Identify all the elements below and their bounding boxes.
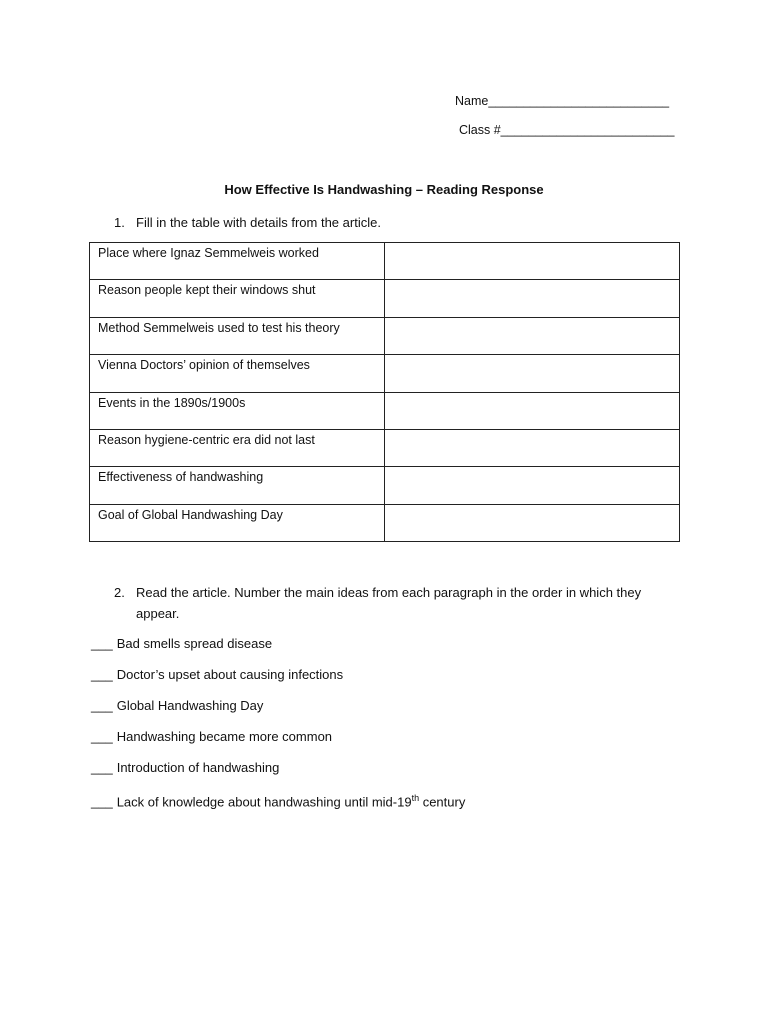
- answer-cell[interactable]: [385, 243, 680, 280]
- name-field[interactable]: Name__________________________: [455, 94, 670, 108]
- answer-cell[interactable]: [385, 504, 680, 541]
- list-item: [91, 726, 465, 757]
- row-label: Reason hygiene-centric era did not last: [90, 429, 385, 466]
- answer-cell[interactable]: [385, 317, 680, 354]
- class-field[interactable]: Class #_________________________: [459, 123, 675, 137]
- row-label: Place where Ignaz Semmelweis worked: [90, 243, 385, 280]
- details-table: [89, 242, 680, 542]
- list-item: [91, 633, 465, 664]
- idea-text: Doctor’s upset about causing infections: [116, 667, 344, 682]
- order-blank[interactable]: ___: [91, 698, 113, 713]
- row-label: Goal of Global Handwashing Day: [90, 504, 385, 541]
- idea-text: Bad smells spread disease: [116, 636, 273, 651]
- list-item: [91, 757, 465, 788]
- row-label: Method Semmelweis used to test his theory: [90, 317, 385, 354]
- idea-text: Introduction of handwashing: [116, 760, 280, 775]
- table-row: [90, 243, 680, 280]
- idea-text: Lack of knowledge about handwashing until mid-19: [116, 794, 412, 810]
- table-row: [90, 467, 680, 504]
- ordinal-superscript: th: [411, 793, 420, 803]
- order-blank[interactable]: ___: [91, 794, 113, 810]
- list-item: [91, 664, 465, 695]
- order-blank[interactable]: ___: [91, 667, 113, 682]
- row-label: Reason people kept their windows shut: [90, 280, 385, 317]
- answer-cell[interactable]: [385, 467, 680, 504]
- order-blank[interactable]: ___: [91, 760, 113, 775]
- page-title: How Effective Is Handwashing – Reading Response: [224, 182, 544, 197]
- order-blank[interactable]: ___: [91, 636, 113, 651]
- row-label: Events in the 1890s/1900s: [90, 392, 385, 429]
- question-1-number: 1.: [114, 215, 125, 230]
- table-row: [90, 392, 680, 429]
- main-ideas-list: [91, 633, 465, 819]
- question-2-text: Read the article. Number the main ideas from each paragraph in the order in which they appear.: [136, 585, 642, 621]
- answer-cell[interactable]: [385, 392, 680, 429]
- order-blank[interactable]: ___: [91, 729, 113, 744]
- list-item: [91, 695, 465, 726]
- row-label: Effectiveness of handwashing: [90, 467, 385, 504]
- question-1-text: Fill in the table with details from the article.: [136, 215, 381, 230]
- question-1: [114, 212, 674, 233]
- idea-text-suffix: century: [419, 794, 466, 810]
- answer-cell[interactable]: [385, 280, 680, 317]
- answer-cell[interactable]: [385, 355, 680, 392]
- question-2: [114, 582, 680, 624]
- table-row: [90, 317, 680, 354]
- table-row: [90, 504, 680, 541]
- idea-text: Handwashing became more common: [116, 729, 333, 744]
- table-row: [90, 280, 680, 317]
- row-label: Vienna Doctors’ opinion of themselves: [90, 355, 385, 392]
- table-row: [90, 429, 680, 466]
- table-row: [90, 355, 680, 392]
- answer-cell[interactable]: [385, 429, 680, 466]
- list-item: [91, 788, 465, 819]
- question-2-number: 2.: [114, 585, 125, 600]
- idea-text: Global Handwashing Day: [116, 698, 264, 713]
